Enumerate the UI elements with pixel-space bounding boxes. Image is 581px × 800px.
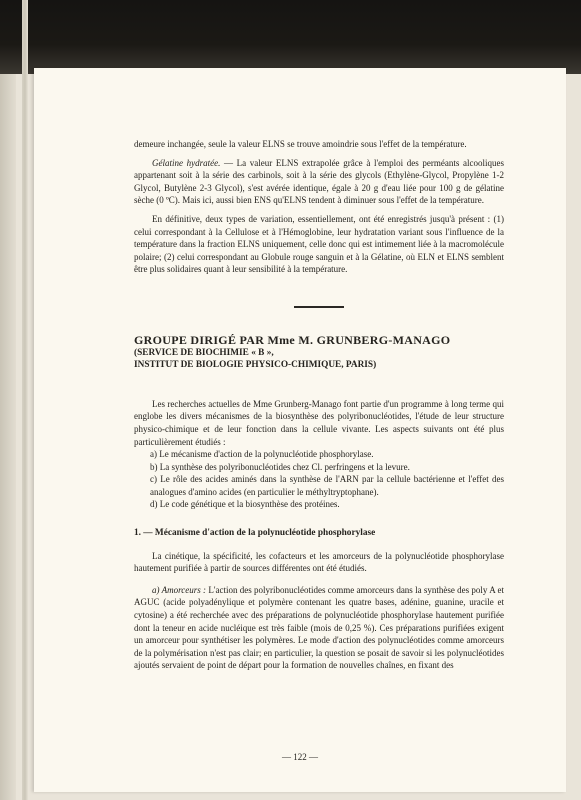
service-line-1: (SERVICE DE BIOCHIMIE « B », [134, 347, 274, 358]
document-page [34, 68, 566, 792]
amorceurs-text: L'action des polyribonucléotides comme amorceurs dans la synthèse des poly A et AGUC (acide polyadénylique et polymère contenant les quatre bases, adénine, guanine, uracile et cytosine) a été recherchée avec des préparations de polynucléotide phosphorylase hautement purifiée dont la teneur en acide nucléique est très faible (mois de 0,25 %). Ces préparations purifiées exigent un amorceur pour synthétiser les polymères. Le mode d'action des polynucléotides comme amorceurs de la polymérisation n'est pas clair; en particulier, la question se posait de savoir si les polynucléotides ajoutés servaient de point de départ pour la formation de nouvelles chaînes, en fixant des [134, 584, 504, 671]
paragraph-amorceurs [134, 584, 504, 672]
paragraph-section1-intro: La cinétique, la spécificité, les cofacteurs et les amorceurs de la polynucléotide phosphorylase hautement purifiée à partir de sources différentes ont été étudiés. [134, 550, 504, 574]
scan-background-top [0, 0, 581, 74]
paragraph-gelatine [134, 157, 504, 207]
scan-background-left [0, 0, 16, 800]
aspect-item-c: c) Le rôle des acides aminés dans la synthèse de l'ARN par la cellule bactérienne et l'effet des analogues d'amino acides (en particulier le méthyltryptophane). [150, 474, 504, 497]
paragraph-intro: Les recherches actuelles de Mme Grunberg-Manago font partie d'un programme à long terme qui englobe les divers mécanismes de la biosynthèse des polyribonucléotides, l'étude de leur structure physico-chimique et de leur fonction dans la cellule vivante. Les aspects suivants ont été plus particulièrement étudiés : [134, 398, 504, 447]
gelatine-text: — La valeur ELNS extrapolée grâce à l'emploi des perméants alcooliques appartenant soit à la série des carbinols, soit à la série des glycols (Ethylène-Glycol, Propylène 1-2 Glycol, Butylène 2-3 Glycol), s'est avérée identique, égale à 20 g d'eau liée pour 100 g de gélatine sèche (0 ºC). Mais ici, aussi bien ENS qu'ELNS tendent à diminuer sous l'effet de la température. [134, 157, 504, 206]
book-spine-edge [22, 0, 28, 800]
paragraph-continuation: demeure inchangée, seule la valeur ELNS se trouve amoindrie sous l'effet de la température. [134, 139, 467, 149]
aspect-item-b: b) La synthèse des polyribonucléotides chez Cl. perfringens et la levure. [150, 461, 410, 472]
gelatine-label: Gélatine hydratée. [152, 157, 221, 168]
section-divider [294, 306, 344, 308]
service-line-2: INSTITUT DE BIOLOGIE PHYSICO-CHIMIQUE, PARIS) [134, 360, 377, 371]
aspect-item-d: d) Le code génétique et la biosynthèse des protéines. [150, 499, 340, 510]
group-title: GROUPE DIRIGÉ PAR Mme M. GRUNBERG-MANAGO [134, 332, 451, 347]
section-heading-1: 1. — Mécanisme d'action de la polynucléotide phosphorylase [134, 528, 376, 539]
aspect-item-a: a) Le mécanisme d'action de la polynucléotide phosphorylase. [150, 449, 374, 460]
page-content [134, 138, 504, 672]
amorceurs-label: a) Amorceurs : [152, 584, 207, 595]
paragraph-conclusion: En définitive, deux types de variation, essentiellement, ont été enregistrés jusqu'à présent : (1) celui correspondant à la Cellulose et à l'Hémoglobine, leur hydratation variant sous l'influence de la température dans la fraction ELNS uniquement, celle donc qui est intimement liée à la macromolécule polaire; (2) celui correspondant au Globule rouge sanguin et à la Gélatine, où ELN et ELNS semblent être plus solidaires quant à leur sensibilité à la température. [134, 213, 504, 275]
page-number: — 122 — [282, 752, 318, 762]
